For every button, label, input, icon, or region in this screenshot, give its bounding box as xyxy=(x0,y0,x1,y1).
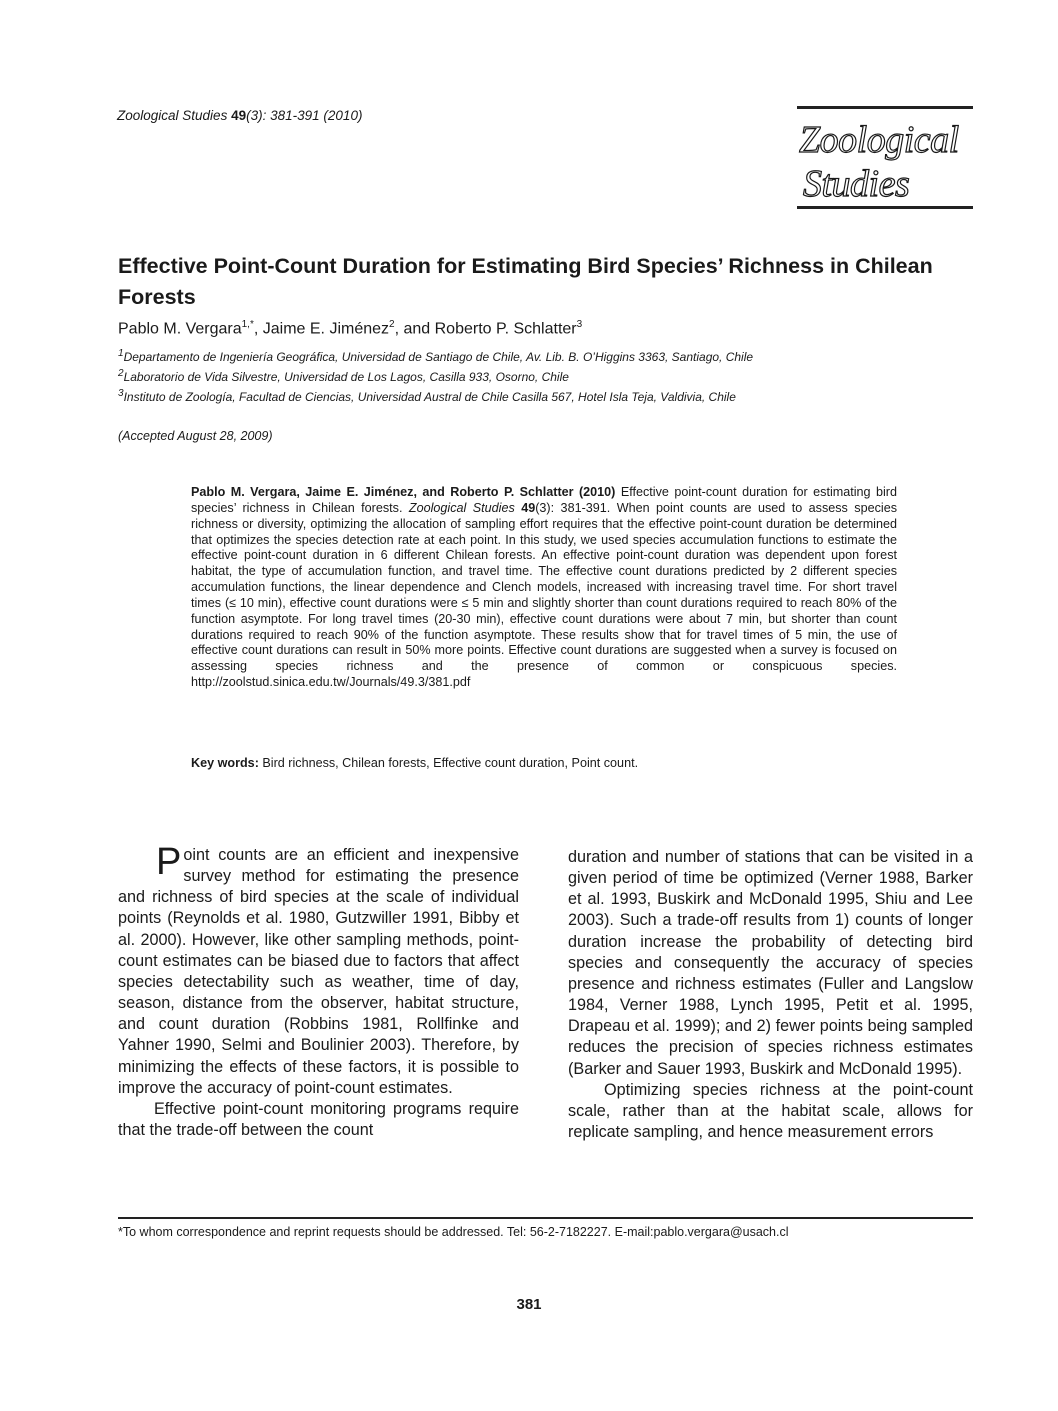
body-column-right xyxy=(568,847,973,1143)
abstract-title: Effective point-count duration for estimating bird species’ richness in Chilean forests. xyxy=(191,485,897,515)
abstract-journal: Zoological Studies xyxy=(408,500,515,515)
author-sup: 3 xyxy=(576,319,583,330)
keywords-label: Key words: xyxy=(191,756,259,770)
correspondence-footnote: *To whom correspondence and reprint requests should be addressed. Tel: 56-2-7182227. E-mail:pablo.vergara@usach.cl xyxy=(118,1225,789,1239)
journal-logo xyxy=(797,106,973,209)
keywords-text: Bird richness, Chilean forests, Effective count duration, Point count. xyxy=(258,756,639,770)
abstract-text: (3): 381-391. When point counts are used to assess species richness or diversity, optimizing the allocation of sampling effort requires that the effective point-count duration be determined that optimizes the species detection rate at each point. In this study, we used species accumulation functions to estimate the effective point-count duration in 6 different Chilean forests. An effective point-count duration was dependent upon forest habitat, the type of accumulation function, and travel time. The effective count durations predicted by 2 different species accumulation functions, the linear dependence and Clench models, increased with increasing travel time. For short travel times (≤ 10 min), effective count durations were ≤ 5 min and slightly shorter than count durations required to reach 80% of the function asymptote. For long travel times (20-30 min), effective count durations were about 7 min, but shorter than count durations required to reach 90% of the function asymptote. These results show that for travel times of 5 min, the use of effective count durations can result in 50% more points. Effective count durations are suggested when a survey is focused on assessing species richness and the presence of common or conspicuous species. http://zoolstud.sinica.edu.tw/Journals/49.3/381.pdf xyxy=(191,500,897,690)
abstract xyxy=(191,485,897,691)
affiliation-sup: 1 xyxy=(118,348,124,359)
drop-cap: P xyxy=(156,841,182,883)
abstract-authors: Pablo M. Vergara, Jaime E. Jiménez, and Roberto P. Schlatter (2010) xyxy=(191,485,616,499)
author-sup: 1,* xyxy=(241,319,254,330)
affiliation xyxy=(118,368,569,384)
author-list xyxy=(118,319,582,338)
keywords xyxy=(191,756,638,770)
body-paragraph: Effective point-count monitoring programs require that the trade-off between the count xyxy=(118,1099,519,1140)
logo-line1: Zoological xyxy=(799,119,959,161)
paper-title: Effective Point-Count Duration for Estimating Bird Species’ Richness in Chilean Forests xyxy=(118,254,933,309)
body-column-left xyxy=(118,841,519,1141)
paragraph-text: oint counts are an efficient and inexpensive survey method for estimating the presence and richness of bird species at the scale of individual points (Reynolds et al. 1980, Gutzwiller 1991, Bibby et al. 2000). However, like other sampling methods, point-count estimates can be biased due to factors that affect species detectability such as weather, time of day, season, distance from the observer, habitat structure, and count duration (Robbins 1981, Rollfinke and Yahner 1990, Selmi and Boulinier 2003). Therefore, by minimizing the effects of these factors, it is possible to improve the accuracy of point-count estimates. xyxy=(118,846,519,1097)
journal-name: Zoological Studies xyxy=(117,108,228,123)
affiliation xyxy=(118,348,753,364)
author-sup: 2 xyxy=(389,319,395,330)
affiliation-sup: 3 xyxy=(118,388,124,399)
logo-line2: Studies xyxy=(803,163,910,205)
affiliation-text: Departamento de Ingeniería Geográfica, Universidad de Santiago de Chile, Av. Lib. B. O’Higgins 3363, Santiago, Chile xyxy=(123,350,754,364)
affiliation-text: Instituto de Zoología, Facultad de Ciencias, Universidad Austral de Chile Casilla 567, Hotel Isla Teja, Valdivia, Chile xyxy=(123,390,736,404)
body-paragraph: Optimizing species richness at the point-count scale, rather than at the habitat scale, allows for replicate sampling, and hence measurement errors xyxy=(568,1080,973,1142)
body-paragraph: duration and number of stations that can be visited in a given period of time be optimized (Verner 1988, Barker et al. 1993, Buskirk and McDonald 1995, Shiu and Lee 2003). Such a trade-off results from 1) counts of longer duration increase the probability of detecting bird species and consequently the accuracy of species presence and richness estimates (Fuller and Langslow 1984, Verner 1988, Lynch 1995, Petit et al. 1995, Drapeau et al. 1999); and 2) fewer points being sampled reduces the precision of species richness estimates (Barker and Sauer 1993, Buskirk and McDonald 1995). xyxy=(568,848,973,1078)
page-number: 381 xyxy=(516,1296,542,1313)
author-separator: , and xyxy=(394,320,435,338)
journal-volume: 49 xyxy=(231,108,247,123)
journal-citation xyxy=(117,108,362,123)
author-name: Pablo M. Vergara xyxy=(118,320,242,338)
abstract-volume: 49 xyxy=(514,500,536,515)
accepted-date: (Accepted August 28, 2009) xyxy=(118,429,273,443)
author-name: Jaime E. Jiménez xyxy=(262,320,390,338)
body-paragraph xyxy=(118,841,519,1099)
affiliation-sup: 2 xyxy=(118,368,124,379)
affiliation xyxy=(118,388,736,404)
footnote-divider xyxy=(118,1217,973,1219)
author-name: Roberto P. Schlatter xyxy=(434,320,577,338)
affiliation-text: Laboratorio de Vida Silvestre, Universidad de Los Lagos, Casilla 933, Osorno, Chile xyxy=(123,370,569,384)
author-separator: , xyxy=(253,320,263,338)
journal-issue-pages: (3): 381-391 (2010) xyxy=(246,108,363,123)
